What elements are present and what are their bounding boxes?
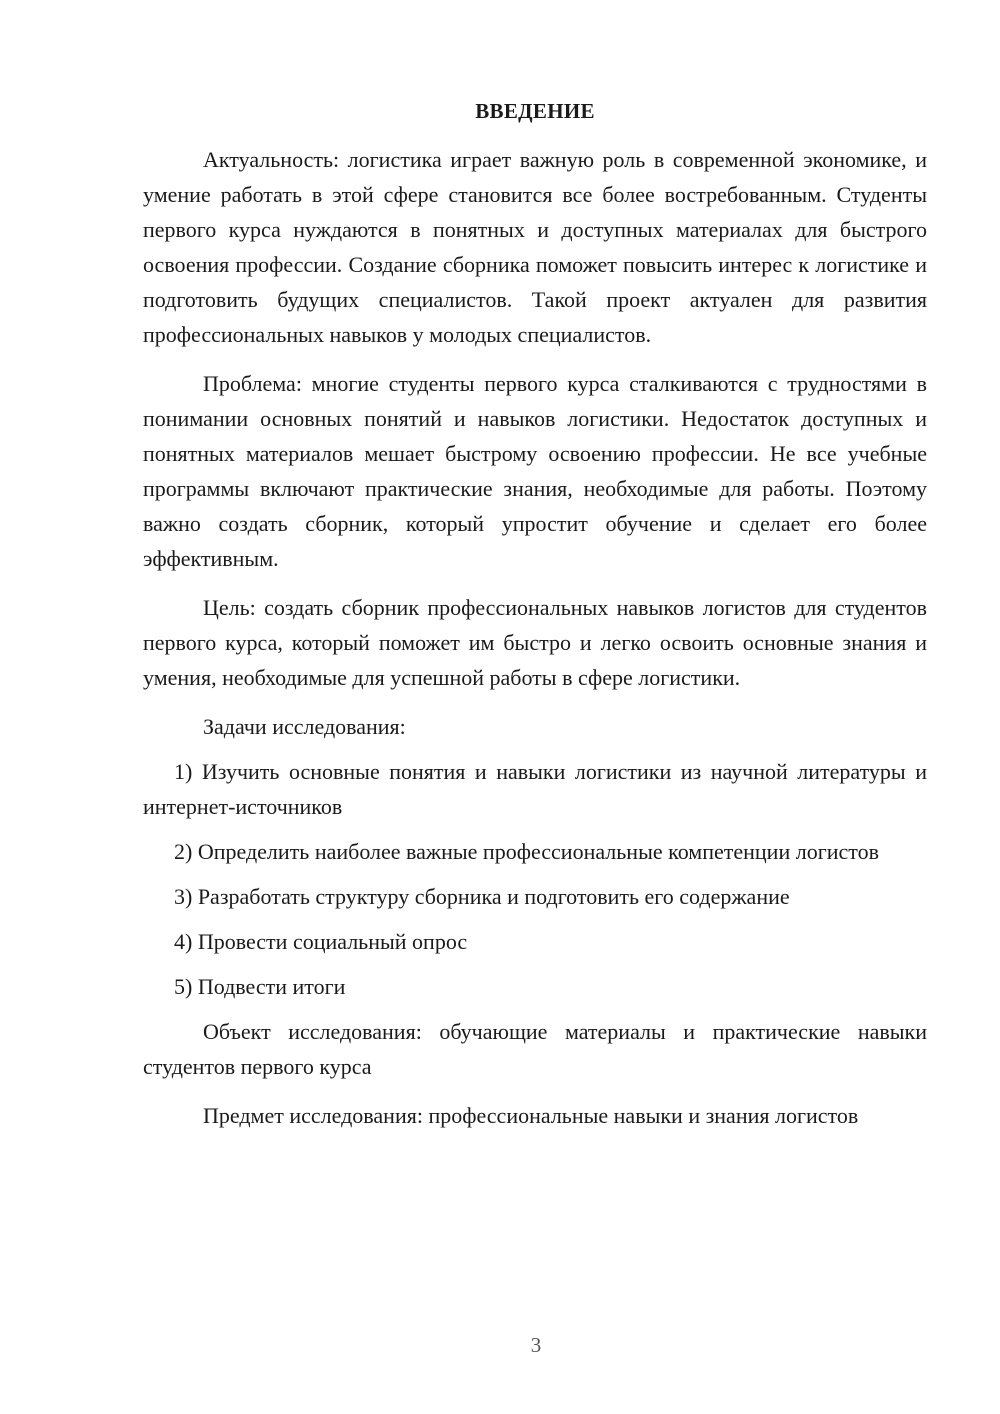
page-number: 3: [530, 1333, 542, 1357]
task-item: 2) Определить наиболее важные профессиональные компетенции логистов: [174, 839, 879, 864]
page-content: [143, 96, 927, 1147]
task-item: 5) Подвести итоги: [174, 974, 346, 999]
task-item: 1) Изучить основные понятия и навыки логистики из научной литературы и интернет-источников: [143, 759, 927, 819]
page-title: ВВЕДЕНИЕ: [475, 99, 595, 123]
goal-paragraph: Цель: создать сборник профессиональных навыков логистов для студентов первого курса, который поможет им быстро и легко освоить основные знания и умения, необходимые для успешной работы в сфере логистики.: [143, 595, 927, 690]
tasks-heading: Задачи исследования:: [203, 714, 406, 739]
relevance-paragraph: Актуальность: логистика играет важную роль в современной экономике, и умение работать в этой сфере становится все более востребованным. Студенты первого курса нуждаются в понятных и доступных материалах для быстрого освоения профессии. Создание сборника поможет повысить интерес к логистике и подготовить будущих специалистов. Такой проект актуален для развития профессиональных навыков у молодых специалистов.: [143, 147, 927, 347]
research-subject-paragraph: Предмет исследования: профессиональные навыки и знания логистов: [203, 1103, 859, 1128]
research-object-paragraph: Объект исследования: обучающие материалы и практические навыки студентов первого курса: [143, 1019, 927, 1079]
problem-paragraph: Проблема: многие студенты первого курса сталкиваются с трудностями в понимании основных понятий и навыков логистики. Недостаток доступных и понятных материалов мешает быстрому освоению профессии. Не все учебные программы включают практические знания, необходимые для работы. Поэтому важно создать сборник, который упростит обучение и сделает его более эффективным.: [143, 371, 927, 571]
task-item: 3) Разработать структуру сборника и подготовить его содержание: [174, 884, 790, 909]
task-item: 4) Провести социальный опрос: [174, 929, 468, 954]
